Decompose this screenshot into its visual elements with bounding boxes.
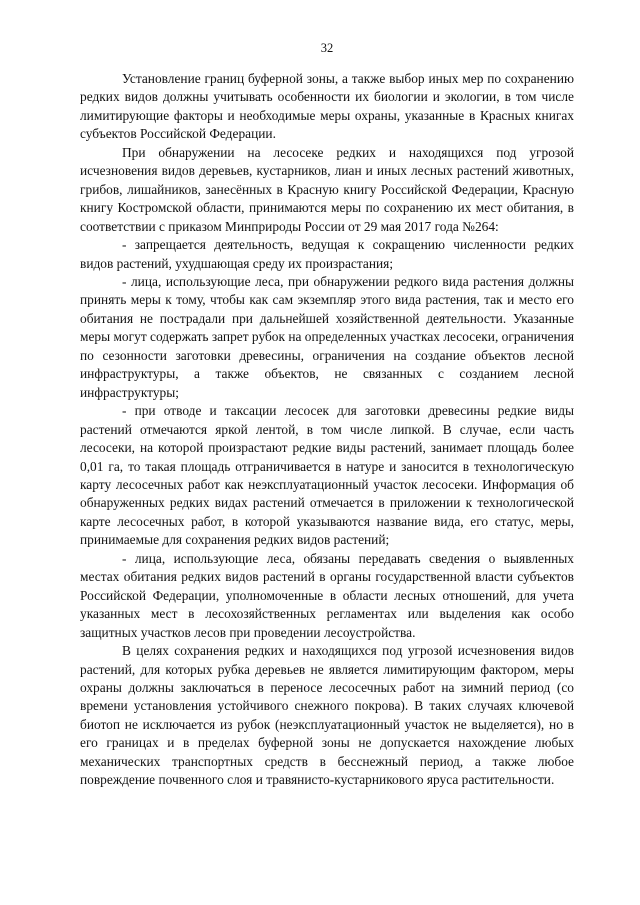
list-item-prohibition: - запрещается деятельность, ведущая к сокращению численности редких видов растений, ухудшающая среду их произрастания; <box>80 237 574 271</box>
paragraph-rare-species-detection: При обнаружении на лесосеке редких и находящихся под угрозой исчезновения видов деревьев, кустарников, лиан и иных лесных растений животных, грибов, лишайников, занесённых в Красную книгу Российской Федерации, Красную книгу Костромской области, принимаются меры по сохранению их мест обитания, в соответствии с приказом Минприроды России от 29 мая 2017 года №264: <box>80 144 574 234</box>
document-page <box>80 40 574 790</box>
list-item-reporting: - лица, использующие леса, обязаны передавать сведения о выявленных местах обитания редких видов растений в органы государственной власти субъектов Российской Федерации, уполномоченные в области лесных отношений, для учета указанных мест в лесохозяйственных регламентах или выделения как особо защитных участков лесов при проведении лесоустройства. <box>80 550 574 640</box>
page-number: 32 <box>320 41 334 55</box>
list-item-marking: - при отводе и таксации лесосек для заготовки древесины редкие виды растений отмечаются яркой лентой, в том числе липкой. В случае, если часть лесосеки, на которой произрастают редкие виды растений, занимает площадь более 0,01 га, то такая площадь отграничивается в натуре и заносится в технологическую карту лесосечных работ как неэксплуатационный участок лесосеки. Информация об обнаруженных редких видах растений отмечается в приложении к технологической карте лесосечных работ, в которой указываются название вида, его статус, меры, принимаемые для сохранения редких видов растений; <box>80 403 574 548</box>
paragraph-winter-logging: В целях сохранения редких и находящихся под угрозой исчезновения видов растений, для которых рубка деревьев не является лимитирующим фактором, меры охраны должны заключаться в переносе лесосечных работ на зимний период (со времени установления устойчивого снежного покрова). В таких случаях ключевой биотоп не исключается из рубок (неэксплуатационный участок не выделяется), но в его границах и в пределах буферной зоны не допускается нахождение любых механических транспортных средств в бесснежный период, а также любое повреждение почвенного слоя и травянисто-кустарникового яруса растительности. <box>80 643 574 788</box>
list-item-protection-measures: - лица, использующие леса, при обнаружении редкого вида растения должны принять меры к тому, чтобы как сам экземпляр этого вида растения, так и место его обитания не пострадали при дальнейшей хозяйственной деятельности. Указанные меры могут содержать запрет рубок на определенных участках лесосеки, ограничения по сезонности заготовки древесины, ограничения на создание объектов лесной инфраструктуры, а также объектов, не связанных с созданием лесной инфраструктуры; <box>80 273 575 400</box>
paragraph-buffer-zone: Установление границ буферной зоны, а также выбор иных мер по сохранению редких видов должны учитывать особенности их биологии и экологии, в том числе лимитирующие факторы и необходимые меры охраны, указанные в Красных книгах субъектов Российской Федерации. <box>80 71 574 142</box>
